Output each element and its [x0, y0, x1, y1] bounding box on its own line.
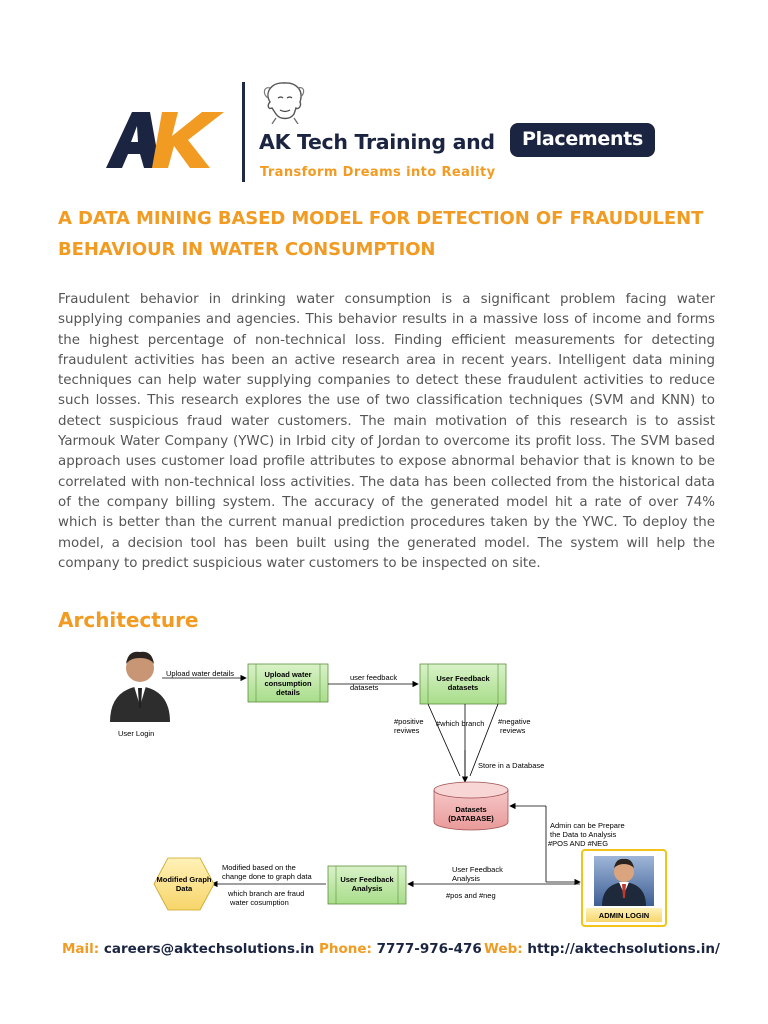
admin-login-label: ADMIN LOGIN [598, 911, 650, 920]
footer-web [484, 941, 720, 957]
upload-arrow-label: Upload water details [166, 669, 234, 678]
phone-value[interactable]: 7777-976-476 [376, 941, 482, 957]
admin-avatar-icon [594, 856, 654, 906]
phone-label: Phone: [319, 941, 372, 957]
upload-box-line-3: details [276, 688, 300, 697]
which-branch-label: #which branch [436, 719, 485, 728]
modified-note-1: Modified based on the [222, 863, 296, 872]
abstract-paragraph: Fraudulent behavior in drinking water consumption is a significant problem facing water supplying companies and agencies. This behavior results in a massive loss of income and forms the highest percentage of non-technical loss. Finding efficient measurements for detecting fraudulent activities has been an active research area in recent years. Intelligent data mining techniques can help water supplying companies to detect these fraudulent activities to reduce such losses. This research explores the use of two classification techniques (SVM and KNN) to detect suspicious fraud water customers. The main motivation of this research is to assist Yarmouk Water Company (YWC) in Irbid city of Jordan to overcome its profit loss. The SVM based approach uses customer load profile attributes to expose abnormal behavior that is known to be correlated with non-technical loss activities. The data has been collected from the historical data of the company billing system. The accuracy of the generated model hit a rate of over 74% which is better than the current manual prediction procedures taken by the YWC. To deploy the model, a decision tool has been built using the generated model. The system will help the company to predict suspicious water customers to be inspected on site. [58, 292, 715, 571]
user-login-label: User Login [118, 729, 155, 738]
db-line-2: (DATABASE) [448, 814, 494, 823]
mail-label: Mail: [62, 941, 100, 957]
modified-note-2: change done to graph data [222, 872, 312, 881]
positive-label-1: #positive [394, 717, 424, 726]
analysis-arrow-1: User Feedback [452, 865, 503, 874]
section-title-architecture: Architecture [58, 608, 199, 632]
branch-note-2: water cosumption [230, 898, 289, 907]
admin-note-3: #POS AND #NEG [548, 839, 609, 848]
feedback-arrow-line-1: user feedback [350, 673, 398, 682]
graph-node-line-2: Data [175, 884, 193, 893]
web-label: Web: [484, 941, 523, 957]
mail-link[interactable]: careers@aktechsolutions.in [103, 941, 315, 957]
store-label: Store in a Database [478, 761, 545, 770]
feedback-arrow-line-2: datasets [350, 683, 379, 692]
footer-phone [319, 941, 482, 957]
footer-mail [62, 941, 314, 957]
positive-label-2: reviwes [394, 726, 420, 735]
pos-neg-label: #pos and #neg [446, 891, 496, 900]
ak-logo [104, 108, 232, 170]
branch-note-1: which branch are fraud [228, 889, 305, 898]
brand-title: AK Tech Training and [259, 130, 495, 154]
brand-tagline: Transform Dreams into Reality [260, 165, 496, 180]
graph-node-line-1: Modified Graph [156, 875, 212, 884]
db-line-1: Datasets [455, 805, 487, 814]
admin-note-2: the Data to Analysis [550, 830, 617, 839]
negative-label-1: #negative [498, 717, 531, 726]
brand-header [104, 78, 684, 188]
analysis-box-line-1: User Feedback [340, 875, 394, 884]
web-link[interactable]: http://aktechsolutions.in/ [527, 941, 720, 957]
upload-box-line-2: consumption [264, 679, 312, 688]
upload-box-line-1: Upload water [264, 670, 312, 679]
architecture-diagram [90, 646, 690, 932]
negative-label-2: reviews [500, 726, 526, 735]
portrait-icon [258, 80, 310, 124]
header-divider [242, 82, 245, 182]
analysis-box-line-2: Analysis [351, 884, 383, 893]
user-avatar-icon [110, 652, 170, 722]
document-title: A DATA MINING BASED MODEL FOR DETECTION OF FRAUDULENT BEHAVIOUR IN WATER CONSUMPTION [58, 208, 704, 260]
brand-pill: Placements [510, 123, 655, 157]
admin-note-1: Admin can be Prepare [550, 821, 625, 830]
analysis-arrow-2: Analysis [452, 874, 480, 883]
feedback-box-line-2: datasets [447, 683, 479, 692]
feedback-box-line-1: User Feedback [436, 674, 490, 683]
